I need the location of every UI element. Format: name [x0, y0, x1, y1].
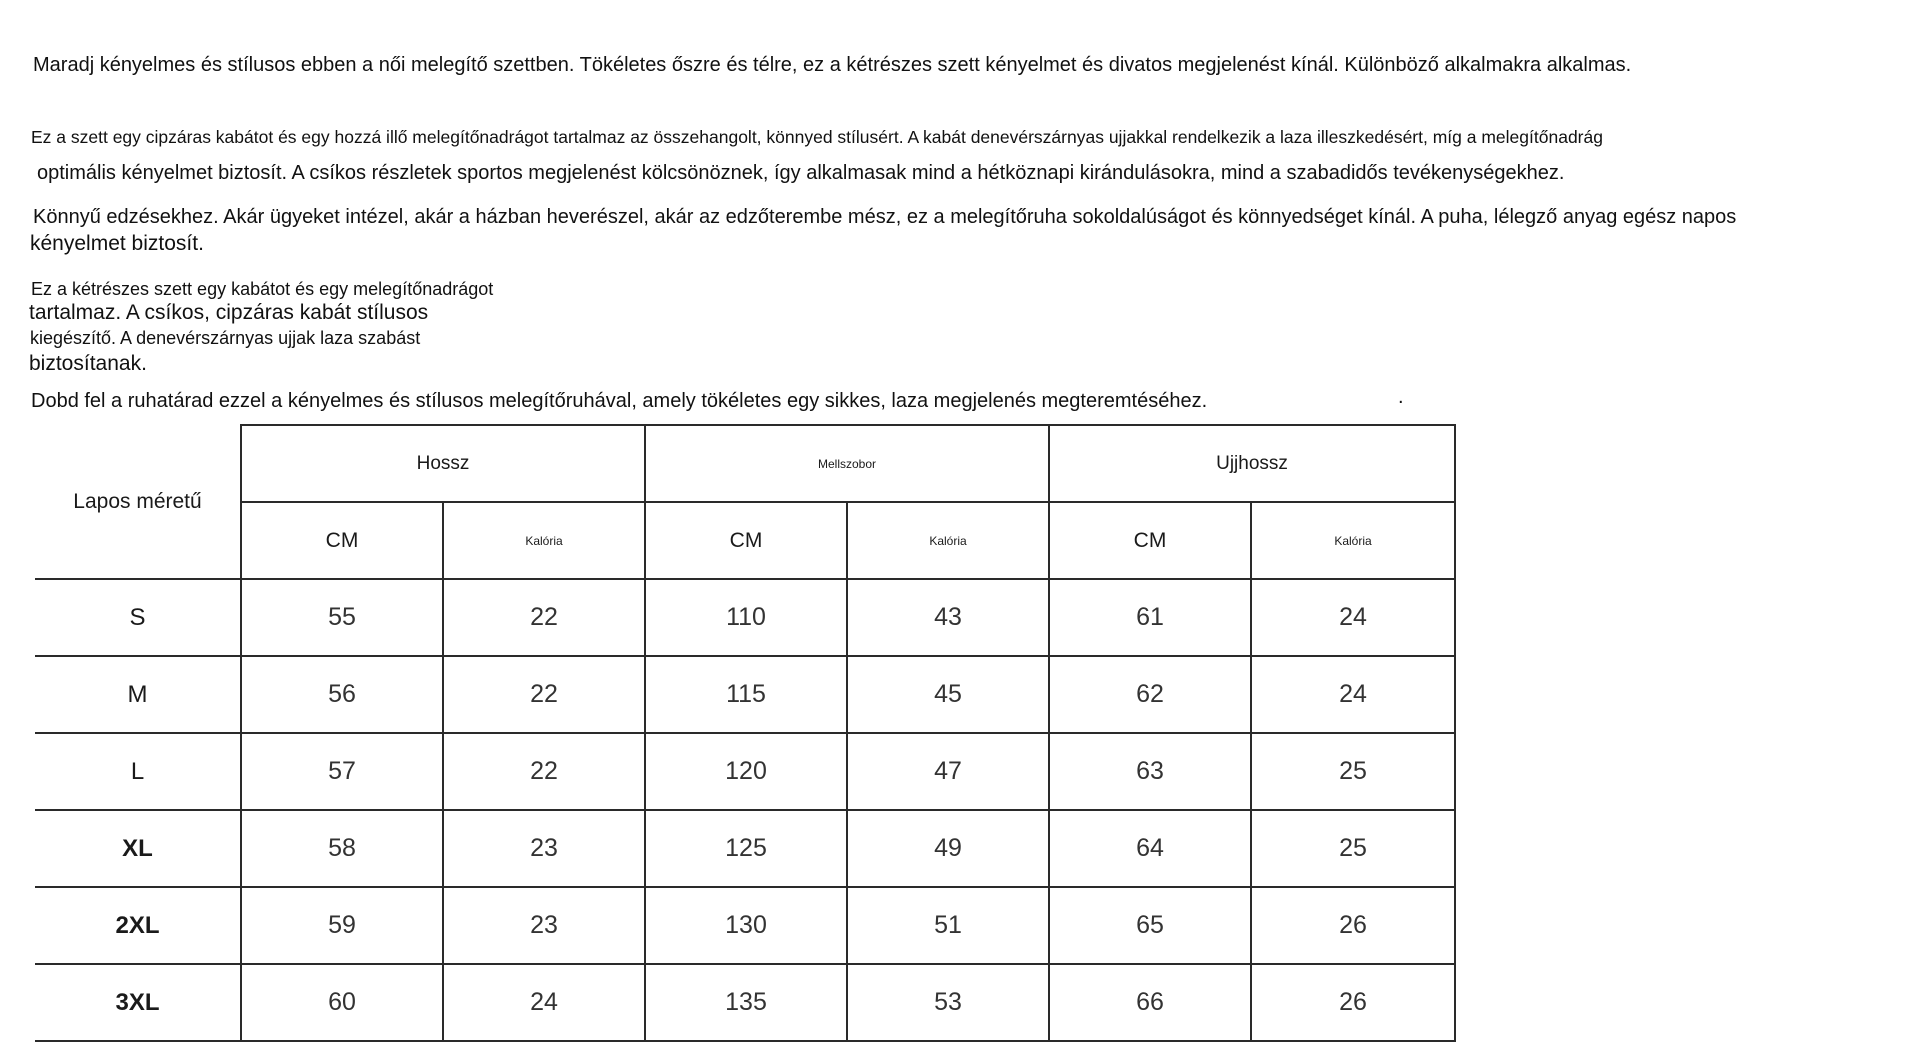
- value-cell: 135: [645, 964, 847, 1041]
- description-paragraph-line-1: Ez a szett egy cipzáras kabátot és egy hozzá illő melegítőnadrágot tartalmaz az összehangolt, könnyed stílusért. A kabát denevérszárnyas ujjakkal rendelkezik a laza illeszkedésért, míg a melegítőnadrág: [31, 127, 1603, 147]
- value-cell: 56: [241, 656, 443, 733]
- unit-header: CM: [645, 502, 847, 579]
- value-cell: 22: [443, 579, 645, 656]
- table-row: [35, 656, 1455, 733]
- value-cell: 60: [241, 964, 443, 1041]
- value-cell: 45: [847, 656, 1049, 733]
- closing-paragraph: Dobd fel a ruhatárad ezzel a kényelmes és stílusos melegítőruhával, amely tökéletes egy sikkes, laza megjelenés megteremtéséhez.: [31, 390, 1208, 412]
- table-row: [35, 810, 1455, 887]
- value-cell: 115: [645, 656, 847, 733]
- group-header-length: Hossz: [241, 425, 645, 502]
- value-cell: 22: [443, 656, 645, 733]
- unit-header: CM: [241, 502, 443, 579]
- size-cell: S: [35, 579, 241, 656]
- value-cell: 26: [1251, 887, 1455, 964]
- set-paragraph-line-1: Ez a kétrészes szett egy kabátot és egy melegítőnadrágot: [31, 279, 494, 299]
- table-row: [35, 733, 1455, 810]
- set-paragraph-line-2: tartalmaz. A csíkos, cipzáras kabát stílusos: [29, 301, 429, 324]
- value-cell: 63: [1049, 733, 1251, 810]
- size-cell: XL: [35, 810, 241, 887]
- unit-header: Kalória: [847, 502, 1049, 579]
- value-cell: 47: [847, 733, 1049, 810]
- table-header-row-units: [35, 502, 1455, 579]
- value-cell: 23: [443, 810, 645, 887]
- unit-header: Kalória: [443, 502, 645, 579]
- value-cell: 43: [847, 579, 1049, 656]
- corner-header: Lapos méretű: [35, 425, 241, 579]
- table-row: [35, 887, 1455, 964]
- value-cell: 25: [1251, 810, 1455, 887]
- value-cell: 65: [1049, 887, 1251, 964]
- size-chart-table: [35, 424, 1456, 1042]
- value-cell: 58: [241, 810, 443, 887]
- value-cell: 110: [645, 579, 847, 656]
- table-header-row-groups: [35, 425, 1455, 502]
- value-cell: 53: [847, 964, 1049, 1041]
- size-cell: L: [35, 733, 241, 810]
- value-cell: 64: [1049, 810, 1251, 887]
- table-row: [35, 964, 1455, 1041]
- usage-paragraph-line-2: kényelmet biztosít.: [30, 232, 204, 255]
- size-cell: 2XL: [35, 887, 241, 964]
- value-cell: 23: [443, 887, 645, 964]
- value-cell: 24: [1251, 579, 1455, 656]
- value-cell: 22: [443, 733, 645, 810]
- value-cell: 57: [241, 733, 443, 810]
- group-header-bust: Mellszobor: [645, 425, 1049, 502]
- value-cell: 25: [1251, 733, 1455, 810]
- description-paragraph-line-2: optimális kényelmet biztosít. A csíkos részletek sportos megjelenést kölcsönöznek, így alkalmasak mind a hétköznapi kirándulásokra, mind a szabadidős tevékenységekhez.: [37, 162, 1565, 184]
- value-cell: 59: [241, 887, 443, 964]
- size-cell: 3XL: [35, 964, 241, 1041]
- set-paragraph-line-3: kiegészítő. A denevérszárnyas ujjak laza szabást: [30, 328, 421, 348]
- value-cell: 49: [847, 810, 1049, 887]
- value-cell: 55: [241, 579, 443, 656]
- value-cell: 130: [645, 887, 847, 964]
- stray-dot: .: [1398, 386, 1404, 408]
- value-cell: 24: [1251, 656, 1455, 733]
- set-paragraph-line-4: biztosítanak.: [29, 352, 147, 375]
- intro-paragraph: Maradj kényelmes és stílusos ebben a női melegítő szettben. Tökéletes őszre és télre, ez a kétrészes szett kényelmet és divatos megjelenést kínál. Különböző alkalmakra alkalmas.: [33, 54, 1632, 76]
- size-cell: M: [35, 656, 241, 733]
- value-cell: 62: [1049, 656, 1251, 733]
- value-cell: 61: [1049, 579, 1251, 656]
- usage-paragraph-line-1: Könnyű edzésekhez. Akár ügyeket intézel, akár a házban heverészel, akár az edzőterembe mész, ez a melegítőruha sokoldalúságot és könnyedséget kínál. A puha, lélegző anyag egész napos: [33, 206, 1737, 228]
- value-cell: 26: [1251, 964, 1455, 1041]
- group-header-sleeve: Ujjhossz: [1049, 425, 1455, 502]
- value-cell: 51: [847, 887, 1049, 964]
- unit-header: CM: [1049, 502, 1251, 579]
- value-cell: 66: [1049, 964, 1251, 1041]
- unit-header: Kalória: [1251, 502, 1455, 579]
- value-cell: 24: [443, 964, 645, 1041]
- value-cell: 125: [645, 810, 847, 887]
- value-cell: 120: [645, 733, 847, 810]
- table-row: [35, 579, 1455, 656]
